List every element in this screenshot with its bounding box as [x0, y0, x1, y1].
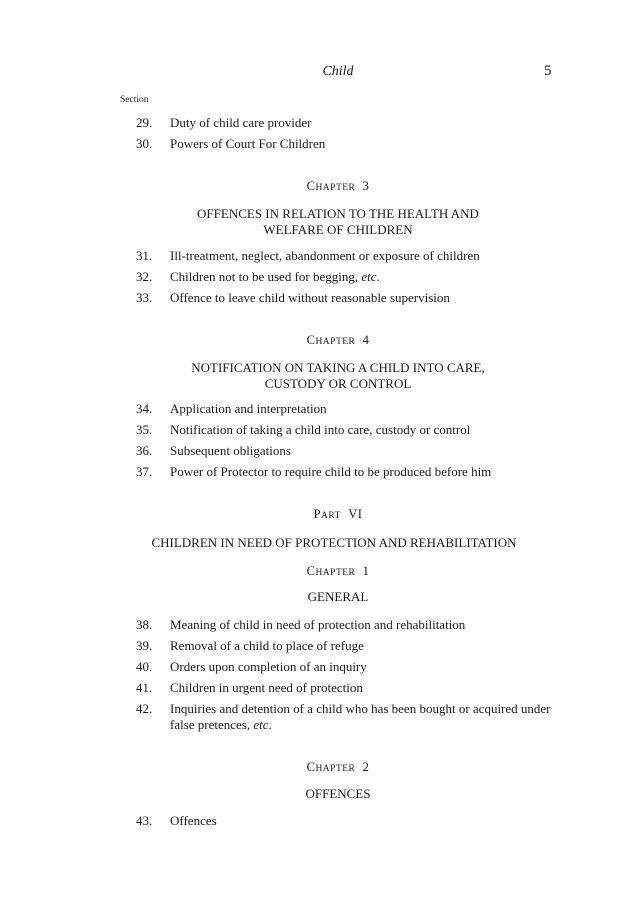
list-item — [0, 401, 638, 417]
section-number: 34. — [136, 401, 153, 416]
page-number: 5 — [544, 63, 552, 79]
chapter-label: CHAPTER 2 — [306, 760, 370, 774]
chapter-heading: GENERAL — [307, 589, 369, 604]
section-number: 36. — [136, 443, 153, 458]
section-title: Duty of child care provider — [170, 115, 312, 130]
list-item — [0, 269, 638, 285]
list-item — [0, 290, 638, 306]
list-item — [0, 701, 638, 735]
chapter-label: CHAPTER 4 — [306, 333, 370, 347]
chapter-label: CHAPTER 1 — [306, 564, 370, 578]
section-title: Powers of Court For Children — [170, 136, 326, 151]
list-item — [0, 680, 638, 696]
list-item — [0, 464, 638, 480]
section-number: 38. — [136, 617, 153, 632]
section-number: 37. — [136, 464, 153, 479]
section-number: 42. — [136, 701, 153, 716]
list-item — [0, 443, 638, 459]
part-heading: CHILDREN IN NEED OF PROTECTION AND REHABILITATION — [151, 535, 517, 550]
chapter-heading: OFFENCES — [305, 786, 371, 801]
section-title: Inquiries and detention of a child who has been bought or acquired under false pretences, etc. — [170, 701, 551, 732]
section-number: 33. — [136, 290, 153, 305]
section-title: Ill-treatment, neglect, abandonment or exposure of children — [170, 248, 480, 263]
section-number: 40. — [136, 659, 153, 674]
section-title: Power of Protector to require child to be produced before him — [170, 464, 492, 479]
section-title: Children not to be used for begging, etc. — [170, 269, 380, 284]
section-number: 35. — [136, 422, 153, 437]
section-number: 30. — [136, 136, 153, 151]
section-title: Offences — [170, 813, 217, 828]
list-item — [0, 638, 638, 654]
section-number: 39. — [136, 638, 153, 653]
part-label: PART VI — [313, 507, 363, 521]
chapter-heading-line: CUSTODY OR CONTROL — [264, 376, 412, 391]
section-title: Application and interpretation — [170, 401, 327, 416]
section-number: 32. — [136, 269, 153, 284]
section-title: Removal of a child to place of refuge — [170, 638, 364, 653]
section-title: Notification of taking a child into care, custody or control — [170, 422, 471, 437]
section-title: Meaning of child in need of protection and rehabilitation — [170, 617, 466, 632]
list-item — [0, 422, 638, 438]
section-number: 41. — [136, 680, 153, 695]
chapter-label: CHAPTER 3 — [306, 179, 370, 193]
list-item — [0, 115, 638, 131]
running-title: Child — [322, 64, 354, 79]
section-number: 31. — [136, 248, 153, 263]
list-item — [0, 659, 638, 675]
section-title: Offence to leave child without reasonable supervision — [170, 290, 450, 305]
list-item — [0, 136, 638, 152]
section-title: Subsequent obligations — [170, 443, 291, 458]
list-item — [0, 617, 638, 633]
section-title: Children in urgent need of protection — [170, 680, 363, 695]
list-item — [0, 813, 638, 829]
chapter-heading-line: OFFENCES IN RELATION TO THE HEALTH AND — [197, 206, 479, 221]
section-title: Orders upon completion of an inquiry — [170, 659, 367, 674]
list-item — [0, 248, 638, 264]
chapter-heading-line: WELFARE OF CHILDREN — [263, 222, 413, 237]
section-number: 29. — [136, 115, 153, 130]
chapter-heading-line: NOTIFICATION ON TAKING A CHILD INTO CARE, — [191, 360, 485, 375]
section-label: Section — [120, 95, 149, 105]
section-number: 43. — [136, 813, 153, 828]
